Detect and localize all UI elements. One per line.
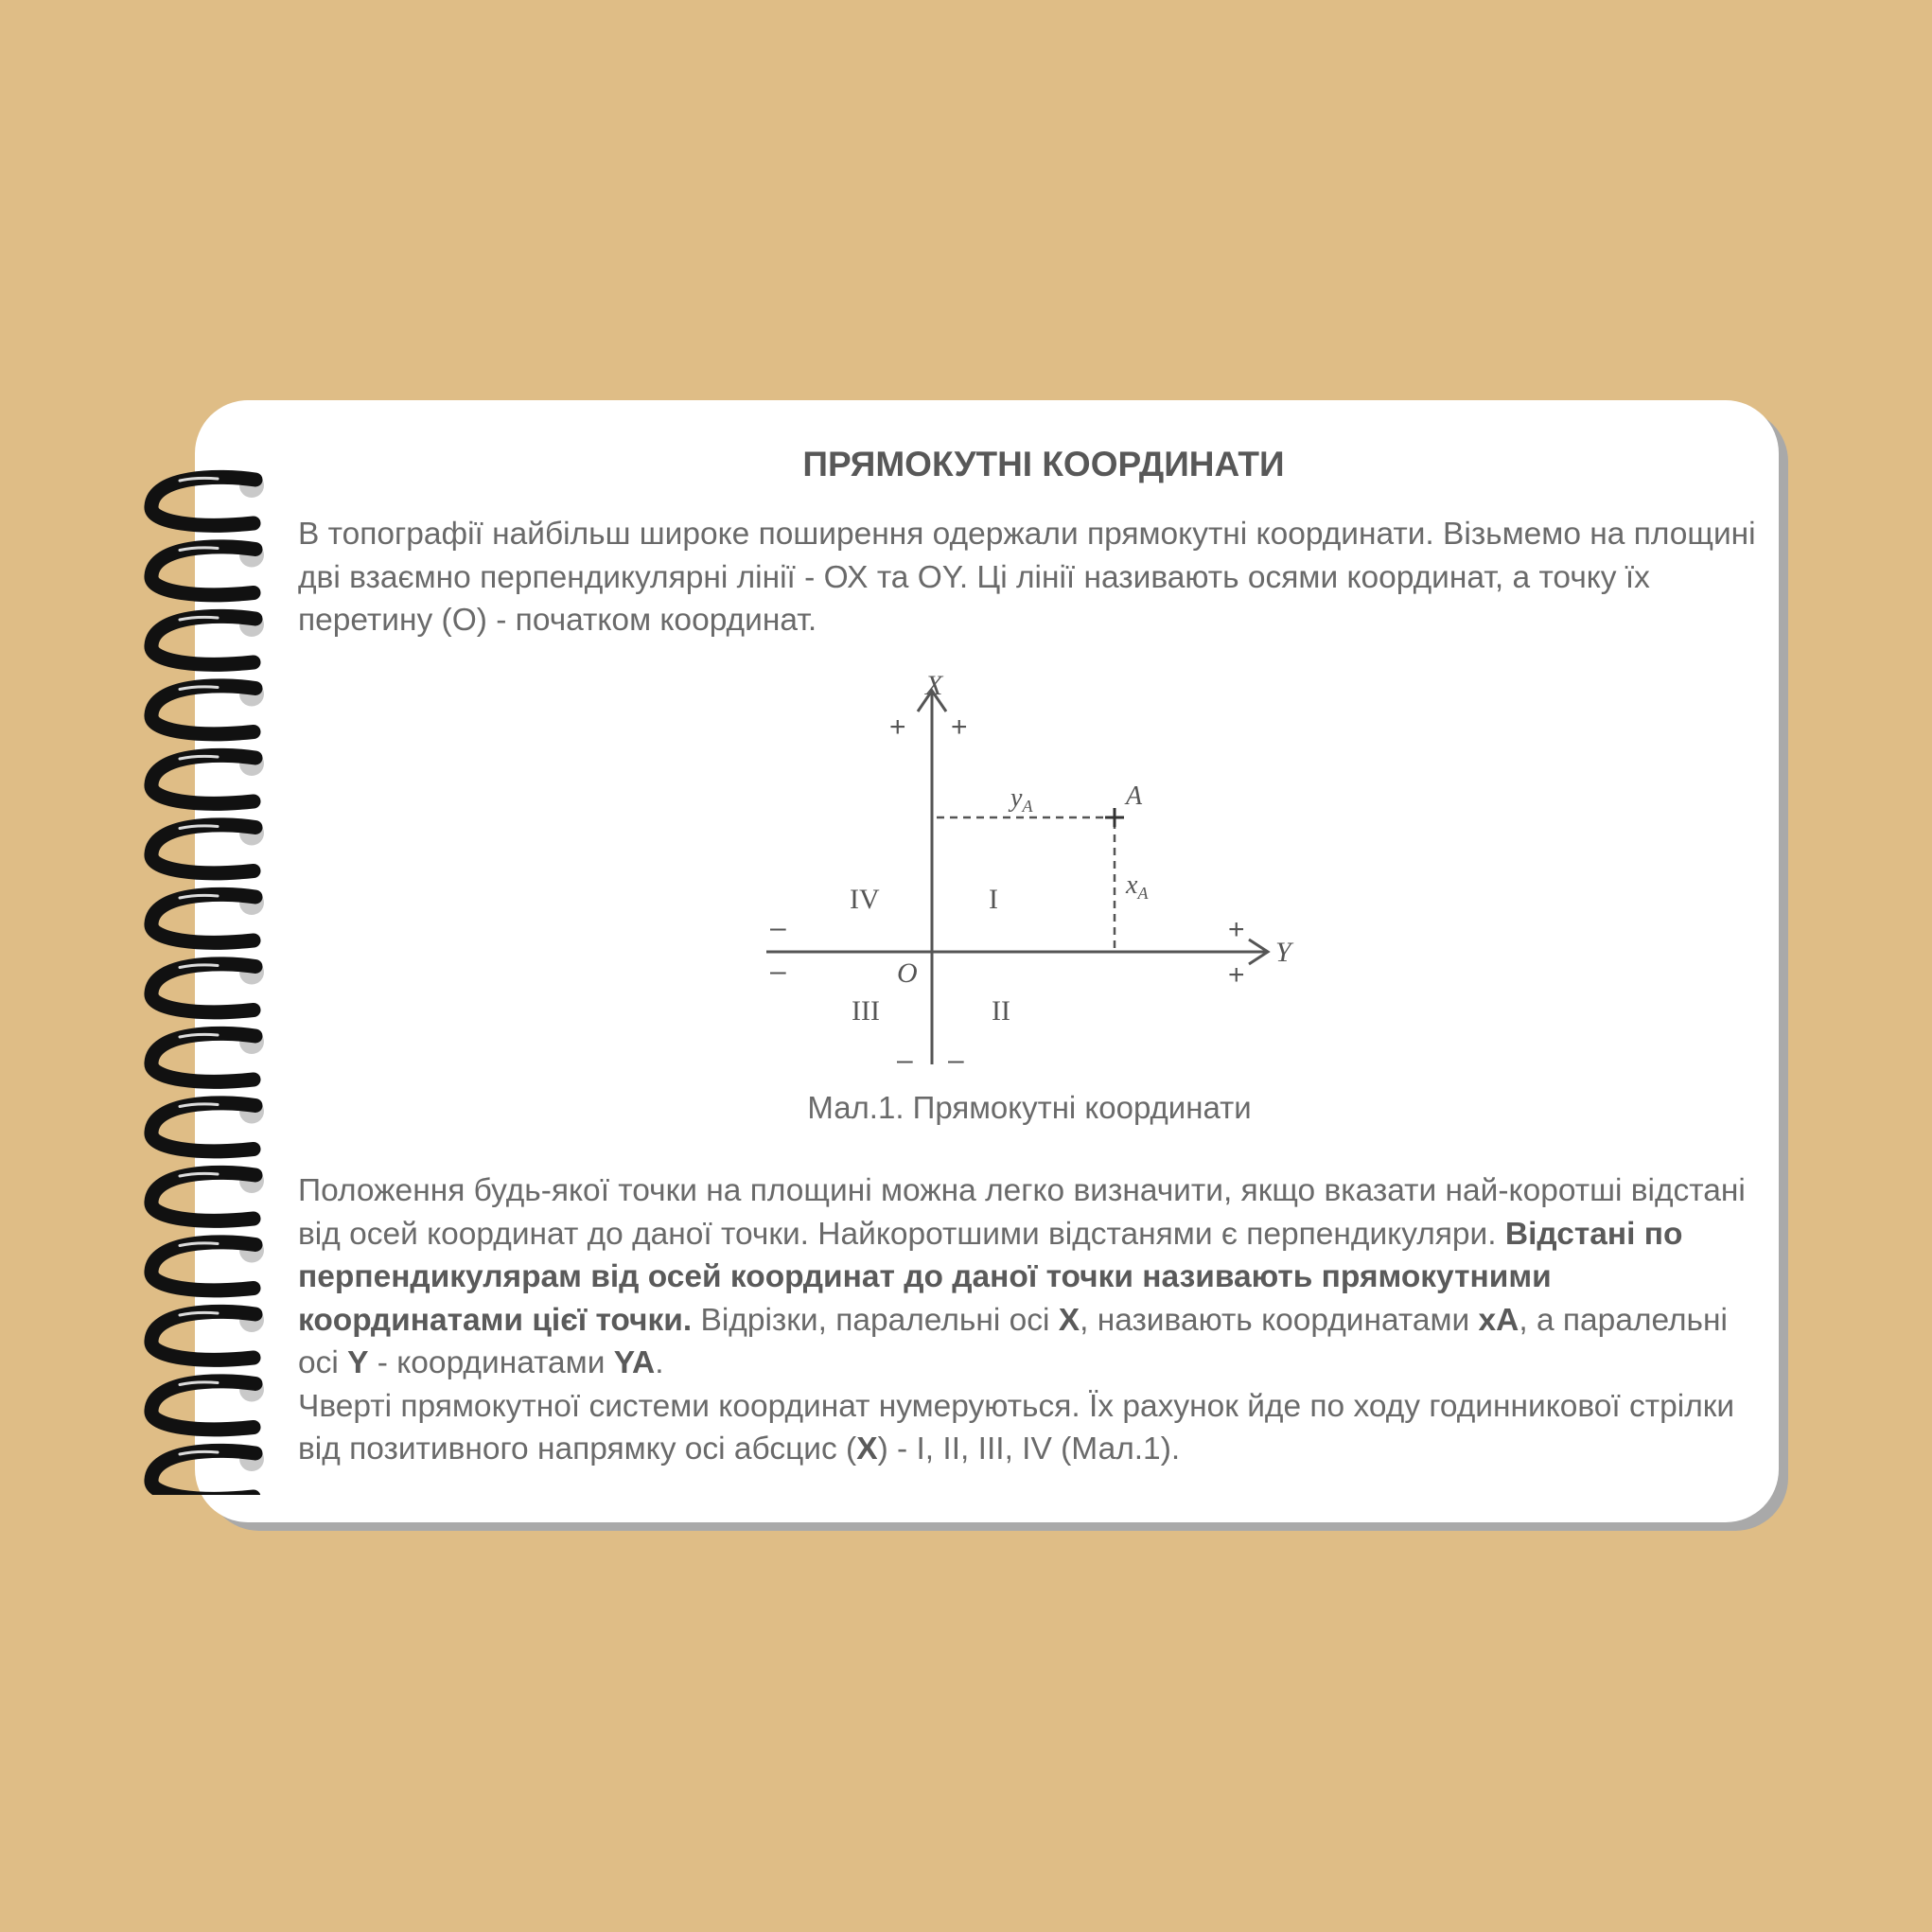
- binding-ring: [151, 964, 255, 1012]
- axis-y-label: Y: [1275, 937, 1291, 968]
- binding-ring: [151, 686, 255, 734]
- body-x-term: X: [1058, 1302, 1080, 1338]
- body-text-5: - координатами: [368, 1345, 614, 1380]
- point-a-label: A: [1126, 782, 1143, 811]
- body-definition: Відстані по перпендикулярам від осей координат до даної точки називають прямокутними координатами цієї точки.: [298, 1216, 1683, 1338]
- binding-ring: [151, 1172, 255, 1221]
- binding-ring: [151, 1381, 255, 1430]
- ya-label-main: y: [1010, 783, 1023, 813]
- xa-label-main: x: [1126, 870, 1138, 900]
- body-text-8: ) - I, II, III, IV (Мал.1).: [877, 1431, 1181, 1467]
- binding-ring: [151, 894, 255, 942]
- plus-sign-x-left: +: [889, 711, 906, 743]
- body-text-4: , а паралельні осі: [298, 1302, 1728, 1380]
- body-ya-term: YA: [613, 1345, 656, 1380]
- minus-sign-bottom-left: –: [897, 1045, 913, 1076]
- binding-ring: [151, 755, 255, 803]
- body-text-3: , називають координатами: [1080, 1302, 1479, 1338]
- binding-ring: [151, 547, 255, 595]
- minus-sign-bottom-right: –: [948, 1045, 964, 1076]
- xa-label-sub: A: [1137, 884, 1149, 903]
- binding-ring: [151, 825, 255, 873]
- binding-ring: [151, 1242, 255, 1291]
- binding-ring: [151, 616, 255, 664]
- quadrant-1-label: I: [989, 884, 998, 915]
- body-text-1: Положення будь-якої точки на площині можна легко визначити, якщо вказати най-коротші відстані від осей координат до даної точки. Найкоротшими відстанями є перпендикуляри.: [298, 1173, 1746, 1252]
- quadrant-4-label: IV: [850, 884, 880, 915]
- figure-caption: Мал.1. Прямокутні координати: [807, 1090, 1252, 1125]
- binding-ring: [151, 1033, 255, 1081]
- minus-sign-left-top: –: [770, 912, 786, 943]
- intro-paragraph: В топографії найбільш широке поширення одержали прямокутні координати. Візьмемо на площині дві взаємно перпендикулярні лінії - ОХ та ОY. Ці лінії називають осями координат, а точку їх перетину (О) - початком координат.: [298, 517, 1756, 638]
- plus-sign-y-bottom: +: [1228, 959, 1245, 991]
- body-text-2: Відрізки, паралельні осі: [692, 1302, 1059, 1338]
- plus-sign-x-right: +: [951, 711, 968, 743]
- body-x-axis-term: X: [856, 1431, 878, 1467]
- body-text-7: Чверті прямокутної системи координат нумеруються. Їх рахунок йде по ходу годинникової стрілки від позитивного напрямку осі абсцис (: [298, 1388, 1735, 1467]
- body-paragraph: [298, 1169, 1774, 1471]
- body-xa-term: xA: [1478, 1302, 1519, 1338]
- quadrant-3-label: III: [852, 995, 880, 1027]
- binding-ring: [151, 1450, 255, 1495]
- quadrant-2-label: II: [992, 995, 1010, 1027]
- binding-ring: [151, 1311, 255, 1360]
- body-text-6: .: [655, 1345, 664, 1380]
- plus-sign-y-top: +: [1228, 914, 1245, 945]
- body-y-term: Y: [347, 1345, 369, 1380]
- page-title: ПРЯМОКУТНІ КООРДИНАТИ: [802, 445, 1285, 483]
- spiral-binding: [132, 454, 284, 1495]
- ya-label-sub: A: [1022, 797, 1033, 816]
- coordinate-diagram: [747, 662, 1315, 1079]
- ya-label: [1008, 783, 1033, 816]
- minus-sign-left-bottom: –: [770, 956, 786, 987]
- axis-x-label: X: [925, 670, 943, 701]
- xa-label: [1125, 870, 1149, 903]
- origin-label: O: [897, 957, 918, 989]
